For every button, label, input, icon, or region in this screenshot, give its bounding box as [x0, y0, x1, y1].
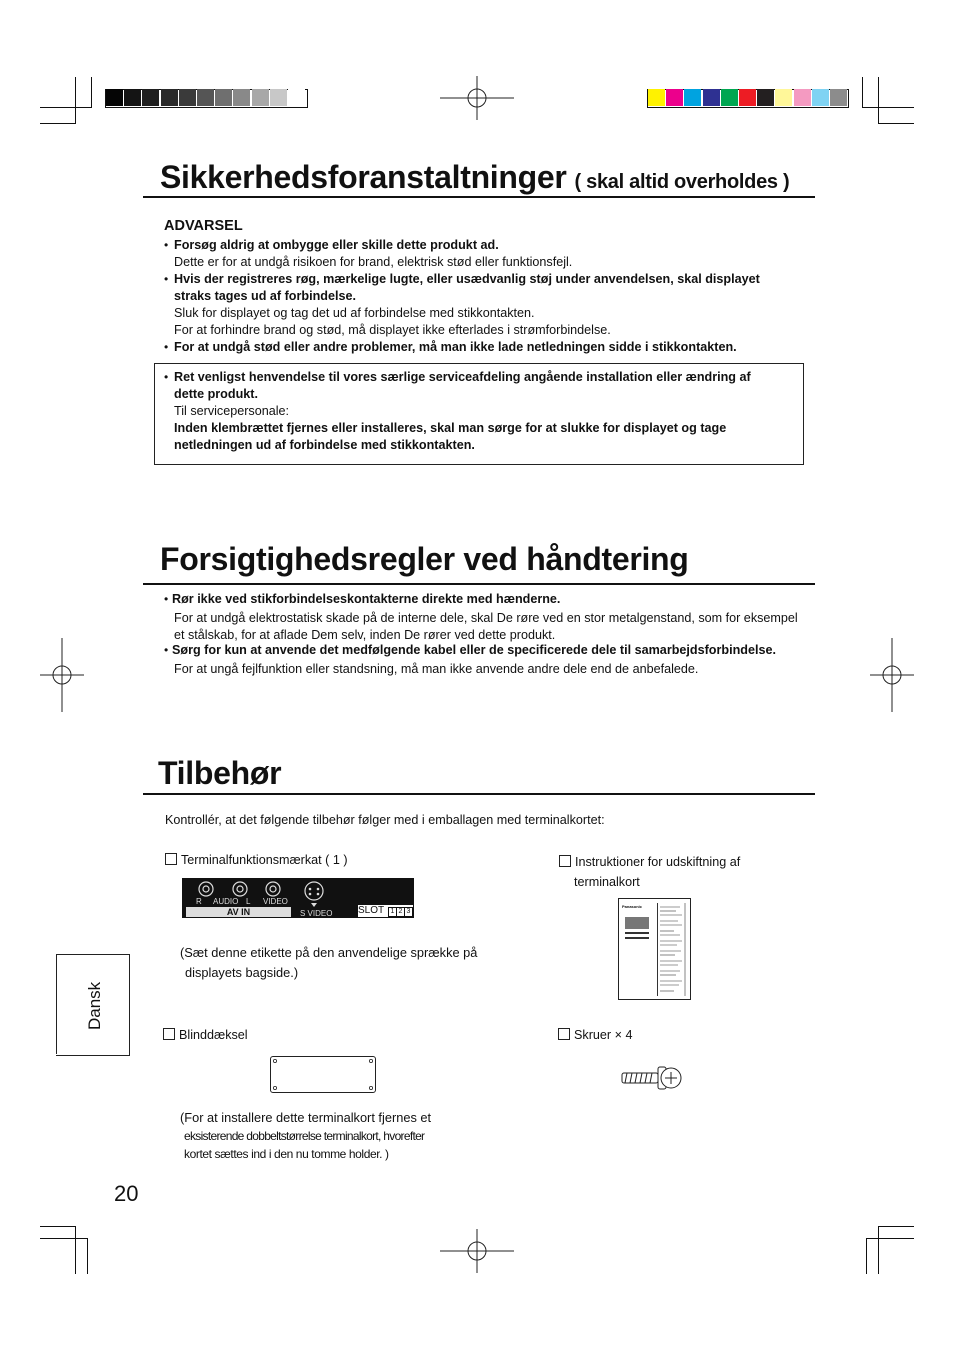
- warning-item-2-text-a: Sluk for displayet og tag det ud af forbindelse med stikkontakten.: [174, 306, 535, 320]
- bullet: •: [164, 592, 169, 606]
- screw-holes-icon: [271, 1057, 375, 1092]
- handling-item-2-text: For at ungå fejlfunktion eller standsning, må man ikke anvende andre dele end de anbefalede.: [174, 662, 699, 676]
- checkbox-icon: [558, 1028, 570, 1040]
- service-notice-bold-a: Ret venligst henvendelse til vores særlige serviceafdeling angående installation eller ændring af: [174, 370, 751, 384]
- booklet-columns: [657, 903, 688, 996]
- accessory-instructions: [559, 852, 740, 892]
- accessory-screws: [558, 1027, 632, 1044]
- accessories-title: Tilbehør: [158, 755, 282, 791]
- jack-label-l: L: [246, 897, 251, 906]
- warning-item-3-bold: For at undgå stød eller andre problemer, må man ikke lade netledningen sidde i stikkontakten.: [174, 340, 737, 354]
- bullet: •: [164, 340, 169, 354]
- service-notice-bold-b: dette produkt.: [174, 387, 258, 401]
- accessory-terminal-label: [165, 852, 348, 869]
- booklet-line: [625, 937, 649, 939]
- slot-label-text: SLOT: [358, 905, 385, 916]
- warning-item-1-bold: Forsøg aldrig at ombygge eller skille dette produkt ad.: [174, 238, 499, 252]
- warning-item-2-bold-b: straks tages ud af forbindelse.: [174, 289, 356, 303]
- handling-item-1-text-a: For at undgå elektrostatisk skade på de interne dele, skal De røre ved en stor metalgenstand, som for eksempel: [174, 611, 798, 625]
- warning-label: ADVARSEL: [164, 218, 243, 234]
- safety-title-text: Sikkerhedsforanstaltninger: [160, 159, 567, 195]
- bullet: •: [164, 272, 169, 286]
- service-notice-bold-c: Inden klembrættet fjernes eller installeres, skal man sørge for at slukke for displayet og tage: [174, 421, 727, 435]
- checkbox-icon: [559, 855, 571, 867]
- blank-cover-note: [180, 1109, 431, 1163]
- bullet: •: [164, 643, 169, 657]
- jack-label-svideo: S VIDEO: [300, 909, 333, 918]
- blank-cover-note-a: (For at installere dette terminalkort fjernes et: [180, 1110, 432, 1125]
- warning-item-1-text: Dette er for at undgå risikoen for brand, elektrisk stød eller funktionsfejl.: [174, 255, 573, 269]
- accessory-instructions-text-b: terminalkort: [574, 875, 640, 889]
- title-rule: [143, 583, 815, 585]
- screw-icon: [620, 1062, 682, 1094]
- title-rule: [143, 196, 815, 198]
- bullet: •: [164, 238, 169, 252]
- checkbox-icon: [165, 853, 177, 865]
- service-notice-text: Til servicepersonale:: [174, 404, 290, 418]
- language-tab-edge: [56, 954, 57, 1054]
- safety-subtitle: ( skal altid overholdes ): [574, 171, 790, 193]
- handling-title: Forsigtighedsregler ved håndtering: [160, 541, 689, 577]
- accessory-instructions-text-a: Instruktioner for udskiftning af: [575, 855, 741, 869]
- accessory-blank-cover-text: Blinddæksel: [179, 1028, 248, 1042]
- terminal-label-note-a: (Sæt denne etikette på den anvendelige sprække på: [180, 945, 478, 960]
- page-number: 20: [114, 1181, 139, 1206]
- slot-number-2: 2: [396, 907, 405, 917]
- accessory-blank-cover: [163, 1027, 248, 1044]
- accessories-intro: Kontrollér, at det følgende tilbehør følger med i emballagen med terminalkortet:: [165, 813, 605, 827]
- accessory-screws-text: Skruer × 4: [574, 1028, 633, 1042]
- slot-label: [358, 905, 413, 917]
- jack-label-audio: AUDIO: [213, 897, 239, 906]
- av-in-label: AV IN: [186, 907, 291, 917]
- instructions-booklet-image: [618, 898, 691, 1000]
- warning-item-2-text-b: For at forhindre brand og stød, må displayet ikke efterlades i strømforbindelse.: [174, 323, 611, 337]
- warning-item-2-bold-a: Hvis der registreres røg, mærkelige lugte, eller usædvanlig støj under anvendelsen, skal displayet: [174, 272, 760, 286]
- bullet: •: [164, 370, 169, 384]
- checkbox-icon: [163, 1028, 175, 1040]
- blank-cover-note-b: eksisterende dobbeltstørrelse terminalkort, hvorefter: [184, 1129, 425, 1143]
- language-tab-label: Dansk: [85, 981, 104, 1030]
- handling-item-1-text-b: et stålskab, for at aflade Dem selv, inden De rører ved dette produkt.: [174, 628, 556, 642]
- slot-number-1: 1: [388, 907, 397, 917]
- terminal-label-note-b: displayets bagside.): [185, 965, 299, 980]
- booklet-text-lines-icon: [658, 903, 688, 996]
- jack-label-video: VIDEO: [263, 897, 288, 906]
- accessory-terminal-label-text: Terminalfunktionsmærkat ( 1 ): [181, 853, 348, 867]
- terminal-label-note: [180, 943, 477, 983]
- title-rule: [143, 793, 815, 795]
- handling-item-1-bold: Rør ikke ved stikforbindelseskontakterne direkte med hænderne.: [172, 592, 561, 606]
- terminal-label-sticker: [182, 878, 414, 918]
- service-notice-bold-d: netledningen ud af forbindelse med stikkontakten.: [174, 438, 475, 452]
- booklet-line: [625, 932, 649, 934]
- booklet-brand: Panasonic: [622, 904, 643, 909]
- blank-cover-note-c: kortet sættes ind i den nu tomme holder. ): [184, 1147, 389, 1161]
- jack-label-r: R: [196, 897, 202, 906]
- booklet-photo: [625, 917, 649, 929]
- safety-title: [160, 161, 789, 193]
- blank-cover-image: [270, 1056, 376, 1093]
- slot-number-3: 3: [404, 907, 413, 917]
- handling-item-2-bold: Sørg for kun at anvende det medfølgende kabel eller de specificerede dele til samarbejdsforbindelse.: [172, 643, 776, 657]
